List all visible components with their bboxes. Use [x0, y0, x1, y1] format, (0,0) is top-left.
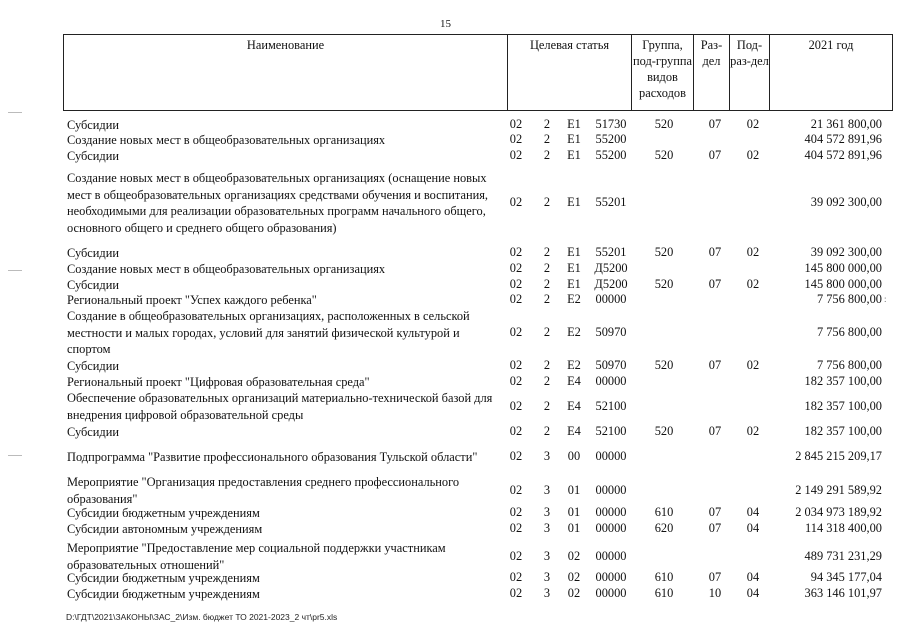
row-t3: 02: [567, 549, 581, 563]
table-row: [0, 424, 905, 440]
row-t2: 3: [543, 483, 551, 497]
table-row: [0, 374, 905, 390]
table-row: [0, 570, 905, 586]
row-name: Субсидии: [67, 425, 119, 439]
row-section: 07: [708, 117, 722, 131]
row-t2: 2: [543, 261, 551, 275]
row-t4: 00000: [595, 449, 627, 463]
table-row: [0, 132, 905, 148]
row-t1: 02: [509, 449, 523, 463]
row-t4: 00000: [595, 374, 627, 388]
row-t2: 3: [543, 586, 551, 600]
row-t3: 00: [567, 449, 581, 463]
row-t1: 02: [509, 148, 523, 162]
row-amount: 94 345 177,04: [810, 570, 882, 584]
row-amount: 114 318 400,00: [805, 521, 882, 535]
row-t3: Е1: [567, 132, 581, 146]
row-t4: 55200: [595, 132, 627, 146]
row-t3: Е1: [567, 195, 581, 209]
row-t1: 02: [509, 245, 523, 259]
header-name: Наименование: [64, 35, 508, 110]
row-name: Создание новых мест в общеобразовательных организациях: [67, 133, 386, 147]
table-row: [0, 358, 905, 374]
header-year: 2021 год: [808, 38, 854, 52]
row-t2: 2: [543, 325, 551, 339]
row-name: Обеспечение образовательных организаций материально-технической базой для внедрения цифровой образовательной среды: [67, 391, 493, 422]
row-subsection: 02: [746, 148, 760, 162]
row-group: 610: [654, 570, 674, 584]
row-t3: Е2: [567, 358, 581, 372]
table-row: [0, 505, 905, 521]
row-t1: 02: [509, 117, 523, 131]
row-t2: 2: [543, 358, 551, 372]
row-group: 520: [654, 277, 674, 291]
row-t4: 00000: [595, 586, 627, 600]
row-t2: 2: [543, 277, 551, 291]
row-group: 520: [654, 245, 674, 259]
row-t3: Е1: [567, 117, 581, 131]
header-group: Группа, под-группа видов расходов: [632, 35, 694, 110]
row-t4: 50970: [595, 358, 627, 372]
table-row: [0, 148, 905, 164]
row-t1: 02: [509, 261, 523, 275]
row-section: 07: [708, 424, 722, 438]
table-row: [0, 277, 905, 293]
page-number: 15: [440, 18, 451, 30]
row-t4: 00000: [595, 292, 627, 306]
table-row: [0, 308, 905, 358]
row-name: Субсидии: [67, 278, 119, 292]
row-name: Субсидии бюджетным учреждениям: [67, 506, 260, 520]
row-t2: 3: [543, 521, 551, 535]
row-name: Подпрограмма "Развитие профессионального образования Тульской области": [67, 450, 478, 464]
row-t3: Е1: [567, 277, 581, 291]
table-header: [63, 34, 893, 111]
row-t3: Е4: [567, 399, 581, 413]
row-t1: 02: [509, 325, 523, 339]
row-name: Субсидии: [67, 246, 119, 260]
margin-line: [8, 455, 22, 456]
row-t1: 02: [509, 132, 523, 146]
row-t2: 3: [543, 505, 551, 519]
table-row: [0, 170, 905, 236]
row-amount: 145 800 000,00: [804, 261, 882, 275]
row-t1: 02: [509, 358, 523, 372]
row-amount: 363 146 101,97: [804, 586, 882, 600]
row-t4: 55200: [595, 148, 627, 162]
table-row: [0, 245, 905, 261]
row-t2: 2: [543, 292, 551, 306]
row-name: Субсидии бюджетным учреждениям: [67, 587, 260, 601]
row-group: 520: [654, 117, 674, 131]
row-t3: Е4: [567, 374, 581, 388]
row-amount: 2 845 215 209,17: [795, 449, 882, 463]
row-t3: Е1: [567, 261, 581, 275]
row-t3: 01: [567, 483, 581, 497]
header-subsection: Под-раз-дел: [730, 35, 770, 110]
row-subsection: 02: [746, 245, 760, 259]
row-section: 07: [708, 570, 722, 584]
row-t4: 52100: [595, 424, 627, 438]
row-subsection: 02: [746, 117, 760, 131]
table-row: [0, 390, 905, 423]
row-amount: 182 357 100,00: [804, 374, 882, 388]
row-amount: 7 756 800,00: [816, 292, 882, 306]
row-group: 610: [654, 505, 674, 519]
row-t3: 02: [567, 570, 581, 584]
row-name: Субсидии бюджетным учреждениям: [67, 571, 260, 585]
table-row: [0, 586, 905, 602]
header-section: Раз-дел: [694, 35, 730, 110]
row-t3: Е1: [567, 245, 581, 259]
row-t2: 2: [543, 424, 551, 438]
row-name: Субсидии: [67, 149, 119, 163]
row-group: 610: [654, 586, 674, 600]
row-t4: 00000: [595, 570, 627, 584]
row-amount: 489 731 231,29: [804, 549, 882, 563]
row-t3: 01: [567, 505, 581, 519]
margin-line: [8, 112, 22, 113]
margin-line: [8, 270, 22, 271]
row-subsection: 02: [746, 358, 760, 372]
row-section: 07: [708, 505, 722, 519]
row-t1: 02: [509, 521, 523, 535]
row-amount: 39 092 300,00: [810, 195, 882, 209]
row-t4: Д5200: [594, 261, 628, 275]
row-amount: 145 800 000,00: [804, 277, 882, 291]
row-t1: 02: [509, 586, 523, 600]
row-t2: 2: [543, 132, 551, 146]
row-t2: 2: [543, 374, 551, 388]
row-amount: 39 092 300,00: [810, 245, 882, 259]
margin-mark: :: [884, 294, 887, 304]
row-t1: 02: [509, 195, 523, 209]
row-t1: 02: [509, 483, 523, 497]
row-t1: 02: [509, 277, 523, 291]
row-amount: 404 572 891,96: [804, 148, 882, 162]
row-t3: Е4: [567, 424, 581, 438]
row-group: 520: [654, 358, 674, 372]
table-row: [0, 521, 905, 537]
row-t4: 00000: [595, 483, 627, 497]
row-t2: 2: [543, 245, 551, 259]
row-t1: 02: [509, 374, 523, 388]
row-t1: 02: [509, 399, 523, 413]
table-row: [0, 261, 905, 277]
table-row: [0, 117, 905, 133]
row-name: Региональный проект "Цифровая образовательная среда": [67, 375, 370, 389]
row-t3: Е2: [567, 292, 581, 306]
table-row: [0, 292, 905, 308]
row-amount: 404 572 891,96: [804, 132, 882, 146]
row-subsection: 04: [746, 570, 760, 584]
row-amount: 2 149 291 589,92: [795, 483, 882, 497]
row-t4: 55201: [595, 245, 627, 259]
row-name: Субсидии: [67, 359, 119, 373]
row-subsection: 04: [746, 586, 760, 600]
row-section: 07: [708, 521, 722, 535]
row-group: 620: [654, 521, 674, 535]
row-subsection: 04: [746, 505, 760, 519]
row-t1: 02: [509, 549, 523, 563]
row-name: Мероприятие "Организация предоставления среднего профессионального образования": [67, 475, 460, 506]
row-subsection: 02: [746, 277, 760, 291]
row-t2: 2: [543, 399, 551, 413]
row-name: Субсидии: [67, 118, 119, 132]
row-t2: 3: [543, 570, 551, 584]
row-t4: 55201: [595, 195, 627, 209]
row-t1: 02: [509, 424, 523, 438]
row-t2: 2: [543, 195, 551, 209]
row-t3: Е1: [567, 148, 581, 162]
file-path-footer: D:\ГДТ\2021\ЗАКОНЫ\ЗАС_2\Изм. бюджет ТО 2021-2023_2 чт\pr5.xls: [66, 612, 338, 622]
row-amount: 21 361 800,00: [810, 117, 882, 131]
row-t4: 00000: [595, 549, 627, 563]
row-section: 07: [708, 358, 722, 372]
row-section: 07: [708, 245, 722, 259]
row-t3: Е2: [567, 325, 581, 339]
row-amount: 182 357 100,00: [804, 399, 882, 413]
table-row: [0, 449, 905, 465]
row-t2: 2: [543, 148, 551, 162]
row-t4: Д5200: [594, 277, 628, 291]
row-subsection: 02: [746, 424, 760, 438]
row-section: 07: [708, 148, 722, 162]
row-name: Создание в общеобразовательных организациях, расположенных в сельской местности и малых городах, условий для занятий физической культурой и спортом: [67, 309, 470, 356]
row-section: 07: [708, 277, 722, 291]
row-name: Создание новых мест в общеобразовательных организациях: [67, 262, 386, 276]
row-name: Создание новых мест в общеобразовательных организациях (оснащение новых мест в общеобразовательных организациях средствами обучения и воспитания, необходимыми для реализации образовательных программ начального общего, основного общего и среднего общего образования): [67, 171, 489, 235]
row-t1: 02: [509, 292, 523, 306]
row-group: 520: [654, 424, 674, 438]
row-group: 520: [654, 148, 674, 162]
row-subsection: 04: [746, 521, 760, 535]
table-row: [0, 540, 905, 573]
row-name: Региональный проект "Успех каждого ребенка": [67, 293, 317, 307]
row-t2: 2: [543, 117, 551, 131]
row-t4: 52100: [595, 399, 627, 413]
row-t1: 02: [509, 570, 523, 584]
header-target: Целевая статья: [508, 35, 632, 110]
row-name: Субсидии автономным учреждениям: [67, 522, 263, 536]
row-t4: 51730: [595, 117, 627, 131]
row-t4: 50970: [595, 325, 627, 339]
row-t3: 02: [567, 586, 581, 600]
row-t4: 00000: [595, 505, 627, 519]
row-amount: 182 357 100,00: [804, 424, 882, 438]
row-t2: 3: [543, 549, 551, 563]
row-section: 10: [708, 586, 722, 600]
row-t1: 02: [509, 505, 523, 519]
row-t3: 01: [567, 521, 581, 535]
row-t2: 3: [543, 449, 551, 463]
row-amount: 7 756 800,00: [816, 358, 882, 372]
table-row: [0, 474, 905, 507]
row-amount: 7 756 800,00: [816, 325, 882, 339]
row-t4: 00000: [595, 521, 627, 535]
row-name: Мероприятие "Предоставление мер социальной поддержки участникам образовательных отношений": [67, 541, 446, 572]
row-amount: 2 034 973 189,92: [795, 505, 882, 519]
